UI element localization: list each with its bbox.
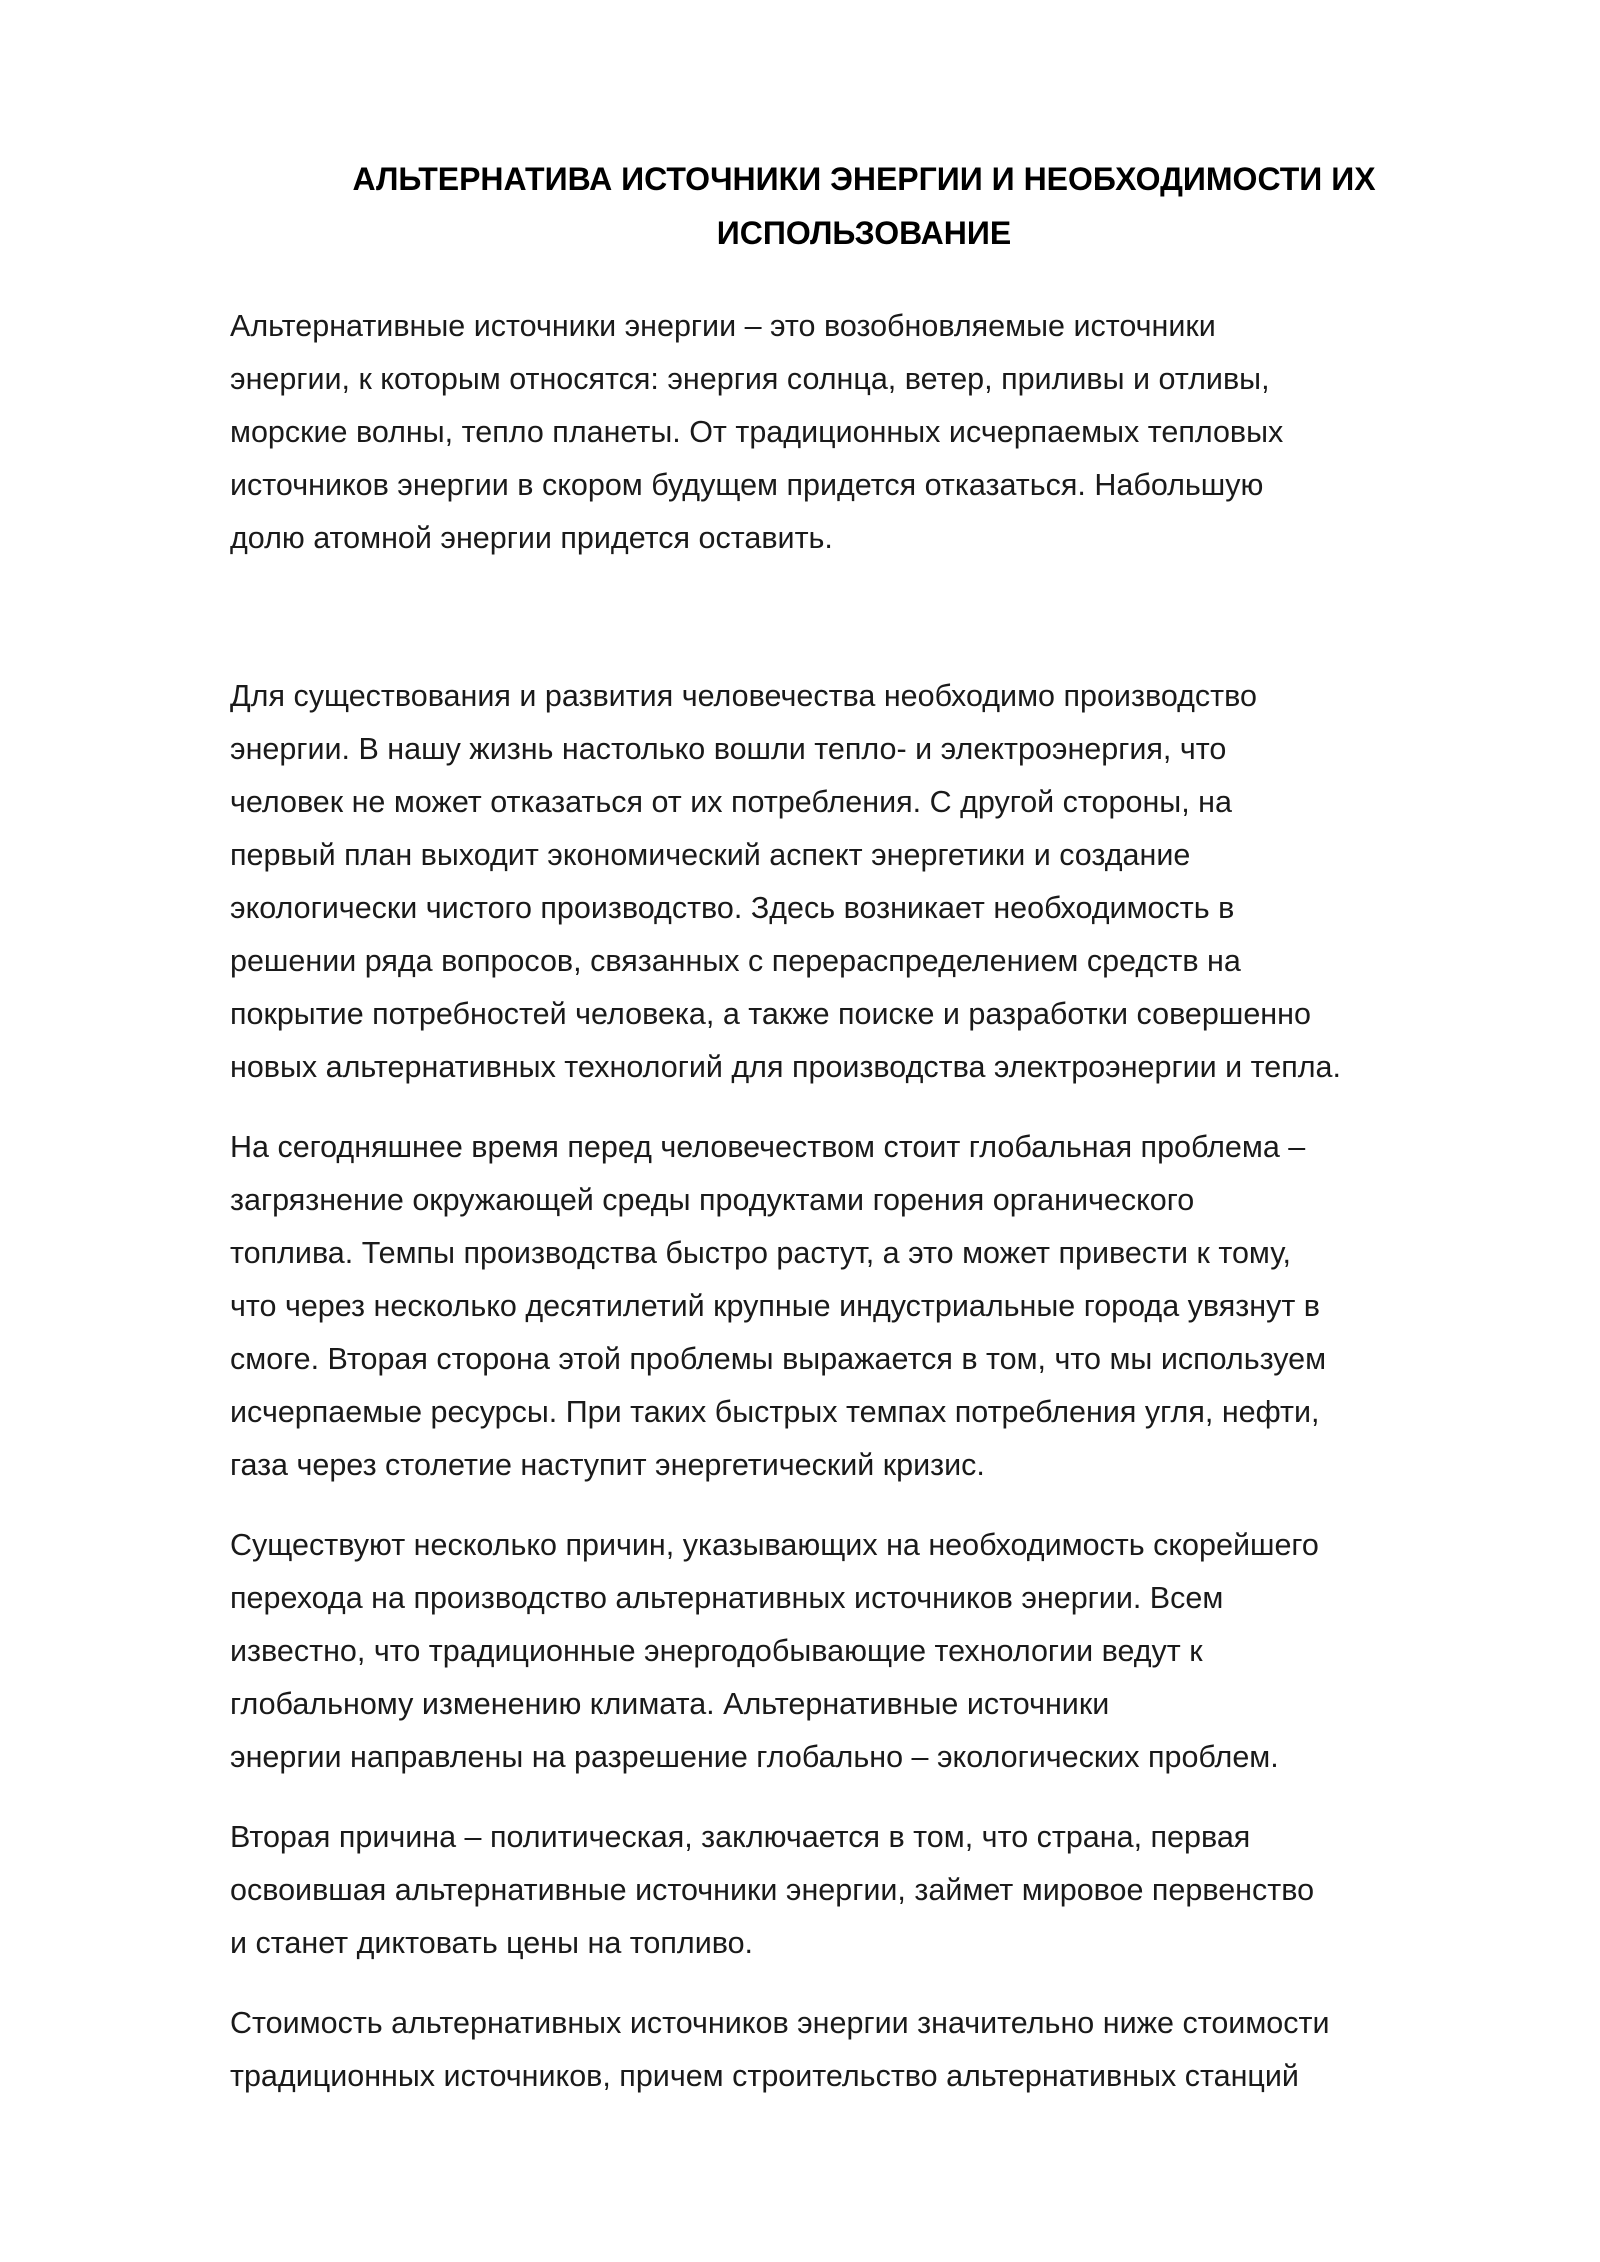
text-line: энергии направлены на разрешение глобально – экологических проблем. [230,1740,1279,1774]
text-line: и станет диктовать цены на топливо. [230,1926,754,1960]
text-line: решении ряда вопросов, связанных с перераспределением средств на [230,944,1241,978]
text-line: известно, что традиционные энергодобывающие технологии ведут к [230,1634,1203,1668]
text-line: смоге. Вторая сторона этой проблемы выражается в том, что мы используем [230,1342,1327,1376]
text-line: морские волны, тепло планеты. От традиционных исчерпаемых тепловых [230,415,1284,449]
document-title [230,152,1498,260]
text-line: первый план выходит экономический аспект энергетики и создание [230,838,1191,872]
text-line: традиционных источников, причем строительство альтернативных станций [230,2059,1299,2093]
text-line: Вторая причина – политическая, заключается в том, что страна, первая [230,1820,1251,1854]
text-line: покрытие потребностей человека, а также поиске и разработки совершенно [230,997,1311,1031]
text-line: загрязнение окружающей среды продуктами горения органического [230,1183,1195,1217]
text-line: Для существования и развития человечества необходимо производство [230,679,1257,713]
intro-block [230,300,1500,592]
text-line: перехода на производство альтернативных источников энергии. Всем [230,1581,1224,1615]
paragraph-6 [230,1997,1500,2103]
text-line: человек не может отказаться от их потребления. С другой стороны, на [230,785,1232,819]
text-line: экологически чистого производство. Здесь возникает необходимость в [230,891,1235,925]
text-line: что через несколько десятилетий крупные индустриальные города увязнут в [230,1289,1321,1323]
paragraph-5 [230,1811,1500,1970]
paragraph-3 [230,1121,1500,1492]
text-line: долю атомной энергии придется оставить. [230,521,833,555]
text-line: освоившая альтернативные источники энергии, займет мировое первенство [230,1873,1315,1907]
text-line: исчерпаемые ресурсы. При таких быстрых темпах потребления угля, нефти, [230,1395,1320,1429]
title-line-2: ИСПОЛЬЗОВАНИЕ [716,215,1012,251]
text-line: энергии. В нашу жизнь настолько вошли тепло- и электроэнергия, что [230,732,1227,766]
text-line: новых альтернативных технологий для производства электроэнергии и тепла. [230,1050,1341,1084]
paragraph-1 [230,300,1500,565]
main-text-block [230,670,1500,2130]
text-line: энергии, к которым относятся: энергия солнца, ветер, приливы и отливы, [230,362,1270,396]
text-line: источников энергии в скором будущем придется отказаться. Набольшую [230,468,1264,502]
paragraph-2 [230,670,1500,1094]
title-line-1: АЛЬТЕРНАТИВА ИСТОЧНИКИ ЭНЕРГИИ И НЕОБХОДИМОСТИ ИХ [352,161,1376,197]
text-line: газа через столетие наступит энергетический кризис. [230,1448,985,1482]
text-line: Стоимость альтернативных источников энергии значительно ниже стоимости [230,2006,1330,2040]
text-line: Альтернативные источники энергии – это возобновляемые источники [230,309,1216,343]
text-line: глобальному изменению климата. Альтернативные источники [230,1687,1110,1721]
text-line: Существуют несколько причин, указывающих на необходимость скорейшего [230,1528,1319,1562]
text-line: топлива. Темпы производства быстро растут, а это может привести к тому, [230,1236,1291,1270]
text-line: На сегодняшнее время перед человечеством стоит глобальная проблема – [230,1130,1306,1164]
paragraph-4 [230,1519,1500,1784]
